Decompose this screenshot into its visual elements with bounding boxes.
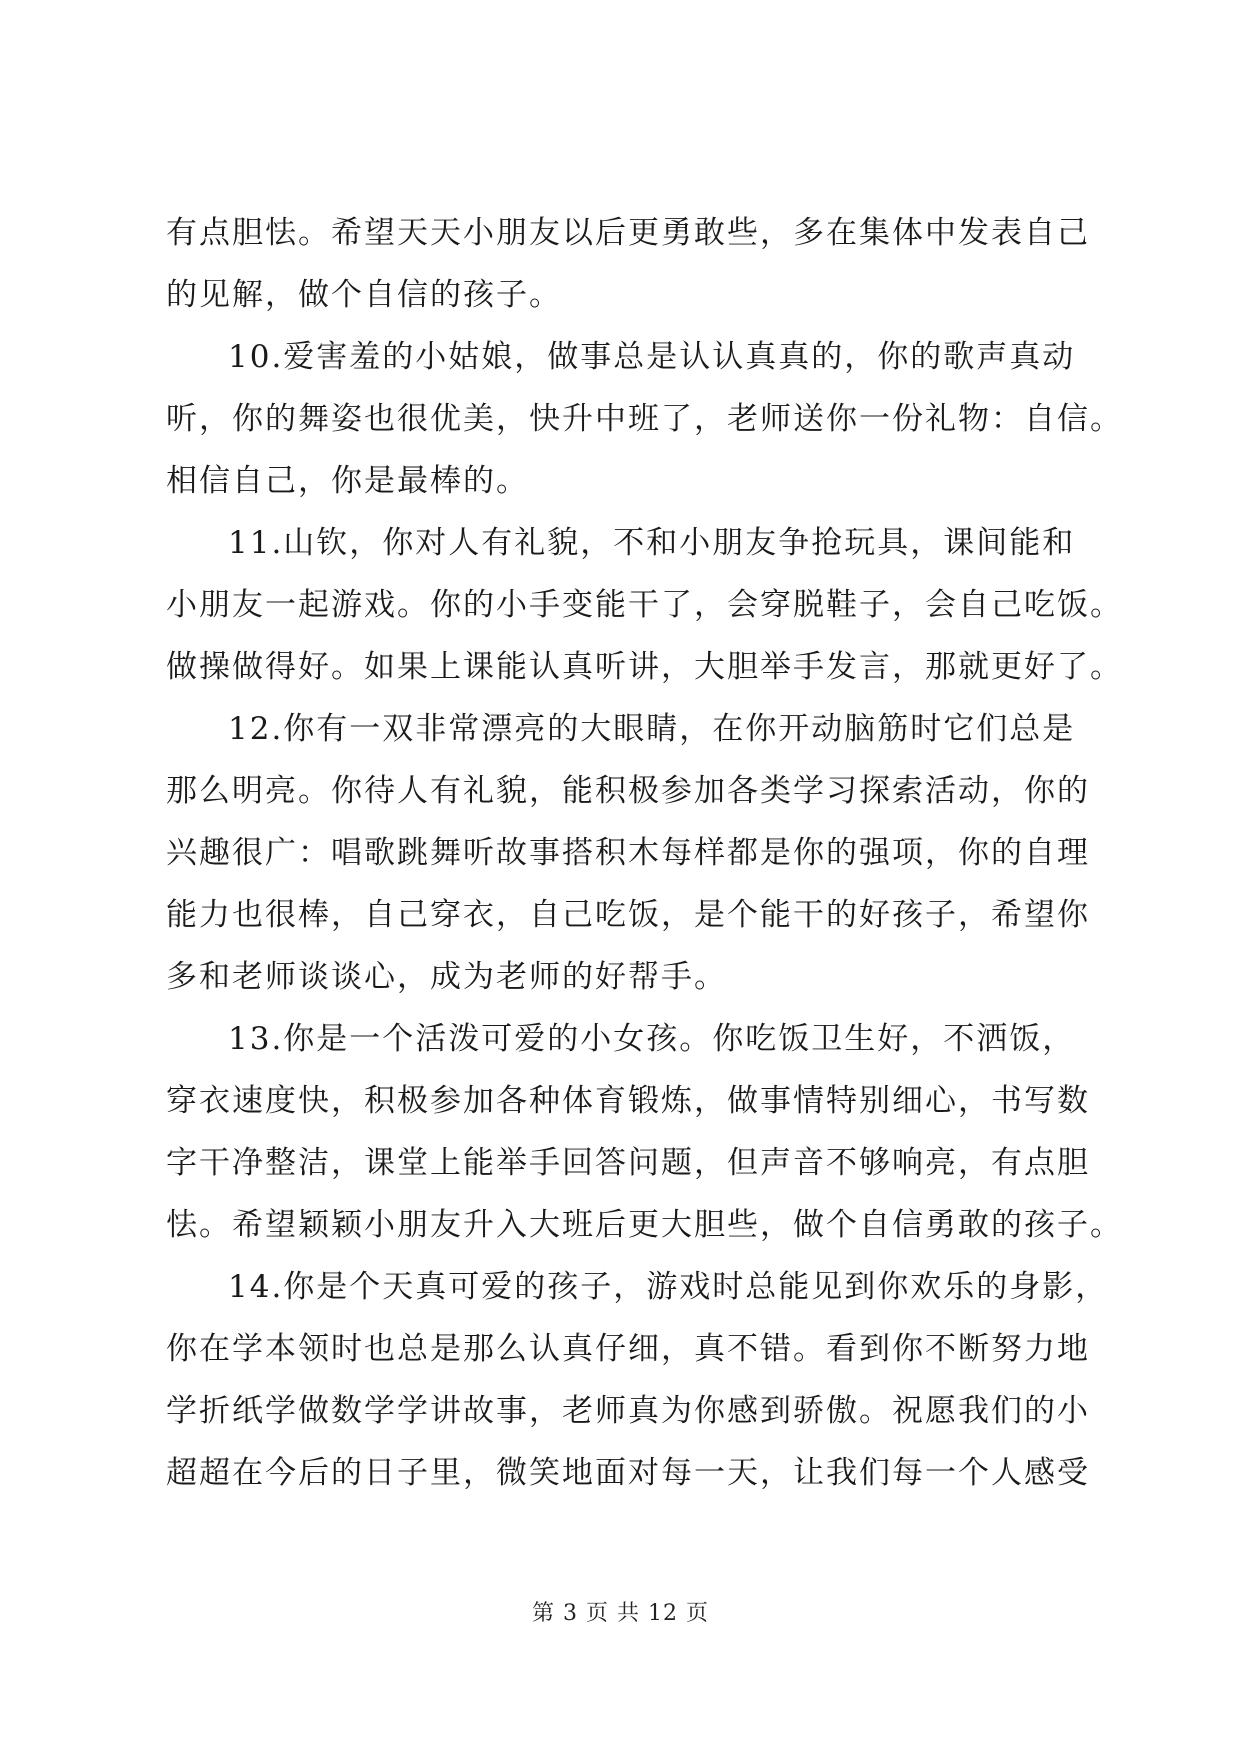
paragraph-11-start: 11.山钦，你对人有礼貌，不和小朋友争抢玩具，课间能和	[228, 525, 1076, 561]
paragraph-14-start: 14.你是个天真可爱的孩子，游戏时总能见到你欢乐的身影，	[228, 1269, 1109, 1305]
text-line: 相信自己，你是最棒的。	[166, 463, 529, 499]
text-line: 做操做得好。如果上课能认真听讲，大胆举手发言，那就更好了。	[166, 649, 1123, 685]
text-line: 字干净整洁，课堂上能举手回答问题，但声音不够响亮，有点胆	[166, 1145, 1090, 1181]
text-line: 怯。希望颖颖小朋友升入大班后更大胆些，做个自信勇敢的孩子。	[166, 1207, 1123, 1243]
text-line: 能力也很棒，自己穿衣，自己吃饭，是个能干的好孩子，希望你	[166, 897, 1090, 933]
text-line: 多和老师谈谈心，成为老师的好帮手。	[166, 959, 727, 995]
paragraph-10-start: 10.爱害羞的小姑娘，做事总是认认真真的，你的歌声真动	[228, 339, 1076, 375]
text-line: 超超在今后的日子里，微笑地面对每一天，让我们每一个人感受	[166, 1455, 1090, 1491]
text-line: 的见解，做个自信的孩子。	[166, 277, 562, 313]
text-line: 兴趣很广：唱歌跳舞听故事搭积木每样都是你的强项，你的自理	[166, 835, 1090, 871]
text-line: 你在学本领时也总是那么认真仔细，真不错。看到你不断努力地	[166, 1331, 1090, 1367]
page-number-footer: 第 3 页 共 12 页	[532, 1601, 709, 1626]
text-line: 听，你的舞姿也很优美，快升中班了，老师送你一份礼物：自信。	[166, 401, 1123, 437]
text-line: 那么明亮。你待人有礼貌，能积极参加各类学习探索活动，你的	[166, 773, 1090, 809]
text-line: 小朋友一起游戏。你的小手变能干了，会穿脱鞋子，会自己吃饭。	[166, 587, 1123, 623]
text-line: 有点胆怯。希望天天小朋友以后更勇敢些，多在集体中发表自己	[166, 215, 1090, 251]
text-line: 穿衣速度快，积极参加各种体育锻炼，做事情特别细心，书写数	[166, 1083, 1090, 1119]
paragraph-12-start: 12.你有一双非常漂亮的大眼睛，在你开动脑筋时它们总是	[228, 711, 1076, 747]
paragraph-13-start: 13.你是一个活泼可爱的小女孩。你吃饭卫生好，不洒饭，	[228, 1021, 1076, 1057]
text-line: 学折纸学做数学学讲故事，老师真为你感到骄傲。祝愿我们的小	[166, 1393, 1090, 1429]
